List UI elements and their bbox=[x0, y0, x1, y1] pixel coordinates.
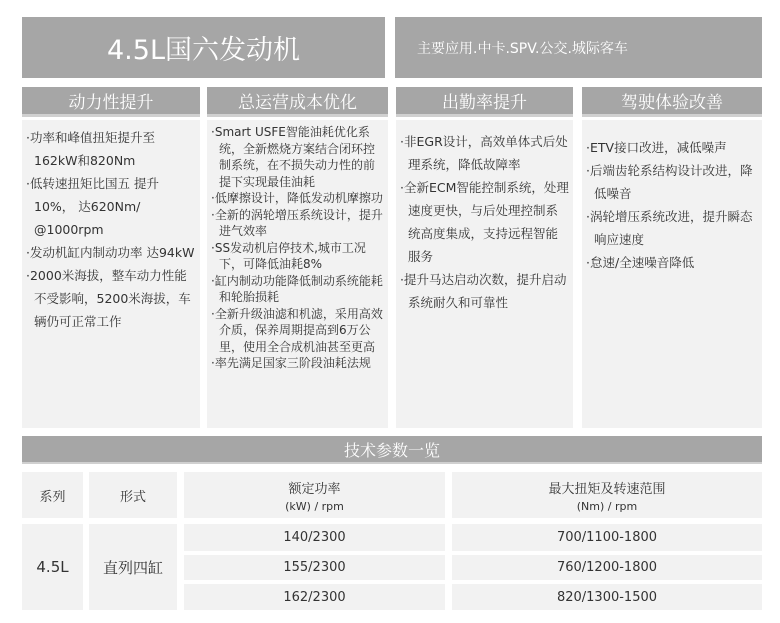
column-heading: 总运营成本优化 bbox=[207, 87, 388, 117]
list-item: · ETV接口改进，减低噪声 bbox=[586, 136, 758, 159]
header-series bbox=[22, 472, 83, 518]
list-item: · 非EGR设计，高效单体式后处理系统，降低故障率 bbox=[400, 130, 569, 176]
header-torque bbox=[452, 472, 762, 518]
header-power-unit: (kW) / rpm bbox=[285, 499, 344, 513]
list-item: · 率先满足国家三阶段油耗法规 bbox=[211, 355, 384, 372]
page-title: 4.5L国六发动机 bbox=[107, 35, 300, 66]
header-series-text: 系列 bbox=[39, 489, 66, 505]
table-row-torque: 820/1300-1500 bbox=[452, 584, 762, 610]
header-torque-text: 最大扭矩及转速范围 bbox=[548, 481, 666, 497]
list-item: · 全新的涡轮增压系统设计，提升进气效率 bbox=[211, 207, 384, 240]
table-row-power: 140/2300 bbox=[184, 524, 445, 551]
list-item: · 低摩擦设计，降低发动机摩擦功 bbox=[211, 190, 384, 207]
series-value: 4.5L bbox=[36, 558, 69, 576]
column-driving bbox=[582, 120, 762, 428]
list-item: · 后端齿轮系结构设计改进，降低噪音 bbox=[586, 159, 758, 205]
list-item: · 缸内制动功能降低制动系统能耗和轮胎损耗 bbox=[211, 273, 384, 306]
list-item: · 怠速/全速噪音降低 bbox=[586, 251, 758, 274]
header-form bbox=[89, 472, 177, 518]
list-item: · 发动机缸内制动功率 达94kW bbox=[26, 241, 196, 264]
series-cell bbox=[22, 524, 83, 610]
list-item: · Smart USFE智能油耗优化系统，全新燃烧方案结合闭环控制系统，在不损失动力性的前提下实现最佳油耗 bbox=[211, 124, 384, 190]
list-item: · SS发动机启停技术,城市工况下，可降低油耗8% bbox=[211, 240, 384, 273]
table-row-torque: 760/1200-1800 bbox=[452, 555, 762, 580]
column-uptime bbox=[396, 120, 573, 428]
list-item: · 提升马达启动次数，提升启动系统耐久和可靠性 bbox=[400, 268, 569, 314]
list-item: · 全新ECM智能控制系统，处理速度更快，与后处理控制系统高度集成，支持远程智能服务 bbox=[400, 176, 569, 268]
list-item: · 功率和峰值扭矩提升至 162kW和820Nm bbox=[26, 126, 196, 172]
column-heading: 驾驶体验改善 bbox=[582, 87, 762, 117]
list-item: · 低转速扭矩比国五 提升10%， 达620Nm/ @1000rpm bbox=[26, 172, 196, 241]
column-power bbox=[22, 120, 200, 428]
table-title-text: 技术参数一览 bbox=[343, 440, 440, 460]
table-row-power: 155/2300 bbox=[184, 555, 445, 580]
applications-text: 主要应用.中卡.SPV.公交.城际客车 bbox=[417, 40, 628, 57]
table-title bbox=[22, 436, 762, 464]
header-power bbox=[184, 472, 445, 518]
column-cost bbox=[207, 120, 388, 428]
form-value: 直列四缸 bbox=[102, 558, 163, 577]
form-cell bbox=[89, 524, 177, 610]
column-heading: 动力性提升 bbox=[22, 87, 200, 117]
list-item: · 全新升级油滤和机滤，采用高效介质，保养周期提高到6万公里，使用全合成机油甚至更高 bbox=[211, 306, 384, 356]
list-item: · 涡轮增压系统改进，提升瞬态响应速度 bbox=[586, 205, 758, 251]
table-row-power: 162/2300 bbox=[184, 584, 445, 610]
header-power-text: 额定功率 bbox=[288, 481, 341, 497]
list-item: · 2000米海拔，整车动力性能不受影响，5200米海拔，车辆仍可正常工作 bbox=[26, 264, 196, 333]
title-banner bbox=[22, 17, 385, 78]
column-heading: 出勤率提升 bbox=[396, 87, 573, 117]
table-row-torque: 700/1100-1800 bbox=[452, 524, 762, 551]
header-torque-unit: (Nm) / rpm bbox=[576, 499, 638, 513]
header-form-text: 形式 bbox=[119, 489, 146, 505]
applications-banner bbox=[395, 17, 762, 78]
